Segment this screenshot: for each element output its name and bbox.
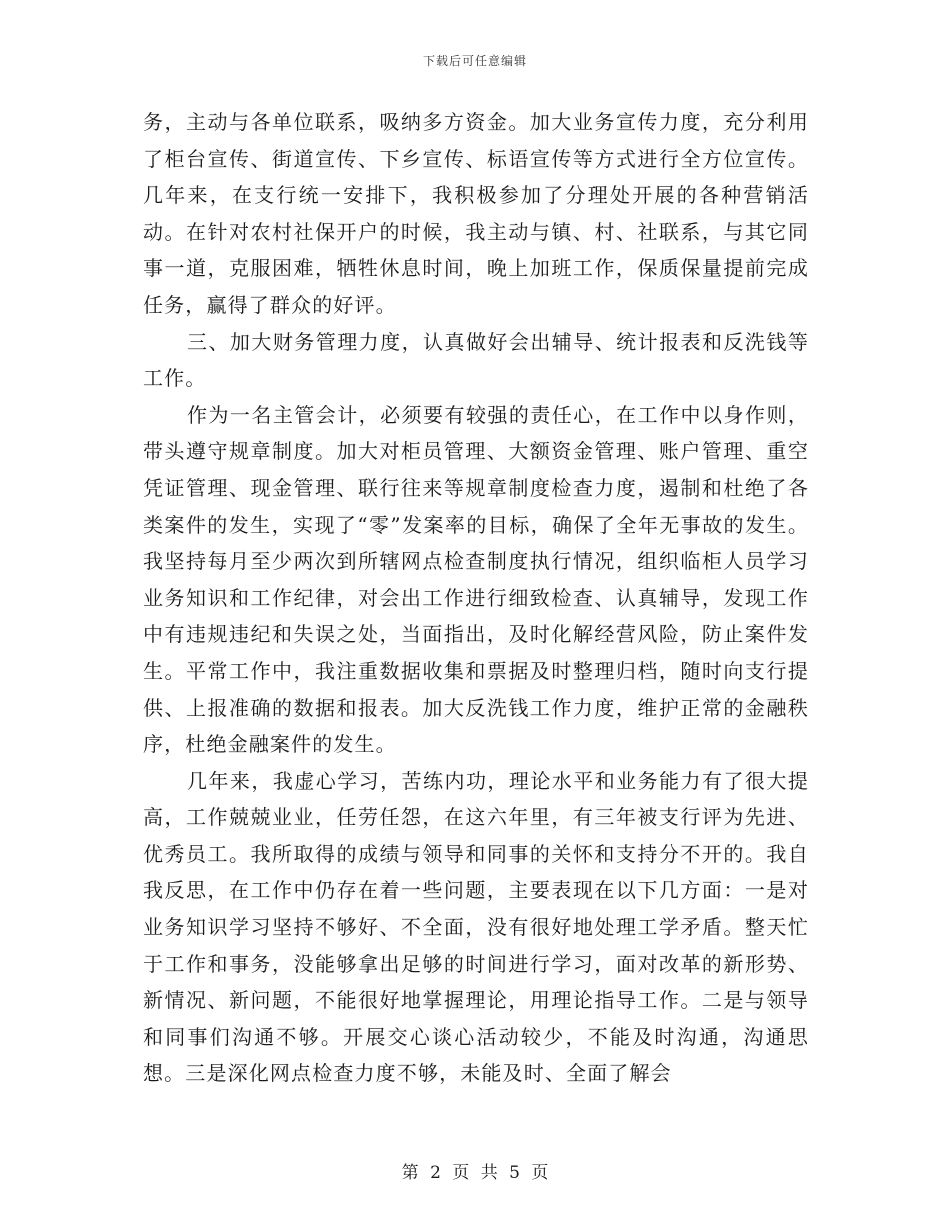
paragraph-3: 作为一名主管会计，必须要有较强的责任心，在工作中以身作则，带头遵守规章制度。加大对柜员管理、大额资金管理、账户管理、重空凭证管理、现金管理、联行往来等规章制度检查力度，遏制和杜绝了各类案件的发生，实现了“零”发案率的目标，确保了全年无事故的发生。我坚持每月至少两次到所辖网点检查制度执行情况，组织临柜人员学习业务知识和工作纪律，对会出工作进行细致检查、认真辅导，发现工作中有违规违纪和失误之处，当面指出，及时化解经营风险，防止案件发生。平常工作中，我注重数据收集和票据及时整理归档，随时向支行提供、上报准确的数据和报表。加大反洗钱工作力度，维护正常的金融秩序，杜绝金融案件的发生。 (143, 402, 809, 757)
paragraph-1: 务，主动与各单位联系，吸纳多方资金。加大业务宣传力度，充分利用了柜台宣传、街道宣传、下乡宣传、标语宣传等方式进行全方位宣传。几年来，在支行统一安排下，我积极参加了分理处开展的各种营销活动。在针对农村社保开户的时候，我主动与镇、村、社联系，与其它同事一道，克服困难，牺牲休息时间，晚上加班工作，保质保量提前完成任务，赢得了群众的好评。 (143, 110, 809, 317)
paragraph-2-heading: 三、加大财务管理力度，认真做好会出辅导、统计报表和反洗钱等工作。 (143, 329, 809, 391)
page-number: 第 2 页 共 5 页 (401, 1163, 549, 1183)
document-body (143, 104, 809, 1092)
paragraph-4: 几年来，我虚心学习，苦练内功，理论水平和业务能力有了很大提高，工作兢兢业业，任劳任怨，在这六年里，有三年被支行评为先进、优秀员工。我所取得的成绩与领导和同事的关怀和支持分不开的。我自我反思，在工作中仍存在着一些问题，主要表现在以下几方面：一是对业务知识学习坚持不够好、不全面，没有很好地处理工学矛盾。整天忙于工作和事务，没能够拿出足够的时间进行学习，面对改革的新形势、新情况、新问题，不能很好地掌握理论，用理论指导工作。二是与领导和同事们沟通不够。开展交心谈心活动较少，不能及时沟通，沟通思想。三是深化网点检查力度不够，未能及时、全面了解会 (143, 768, 809, 1086)
page-header: 下载后可任意编辑 (422, 54, 527, 68)
